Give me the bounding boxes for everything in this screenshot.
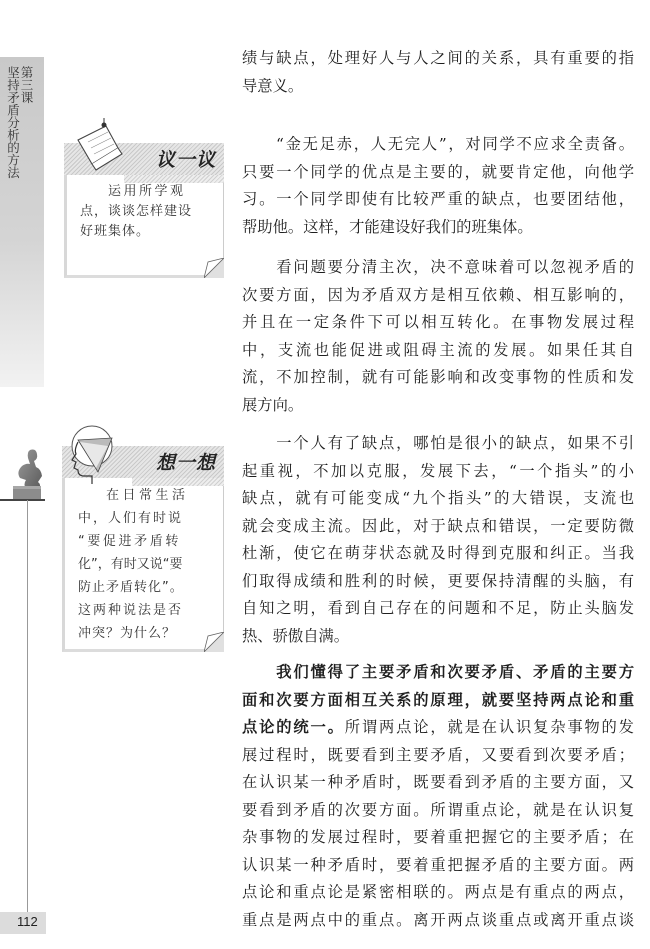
text-fragment: 所谓两点论，就是在认识复杂事物的发: [344, 718, 634, 736]
text-line: 自知之明，看到自己存在的问题和不足，防止头脑发: [242, 599, 634, 617]
text-line-bold: 面和次要方面相互关系的原理，就要坚持两点论和重: [242, 690, 634, 709]
text-line: 热、骄傲自满。: [242, 626, 350, 645]
paragraph-two-point-theory: [242, 659, 634, 934]
text-line: 认识某一种矛盾时，要着重把握矛盾的主要方面。两: [242, 855, 634, 874]
text-line: 就会变成主流。因此，对于缺点和错误，一定要防微: [242, 516, 634, 535]
thinker-statue-icon: [10, 446, 46, 500]
think-box-text: [78, 484, 220, 645]
chapter-label: 第三课: [19, 66, 34, 104]
text-line: 看问题要分清主次，决不意味着可以忽视矛盾的: [242, 258, 634, 276]
paragraph-quote: [242, 131, 634, 241]
text-line: 绩与缺点，处理好人与人之间的关系，具有重要的指: [242, 49, 634, 67]
discuss-box-text: [80, 182, 220, 242]
text-line: 缺点，就有可能变成“九个指头”的大错误，支流也: [242, 489, 634, 507]
page-curl-icon: [204, 632, 224, 652]
chapter-side-title: [5, 66, 34, 179]
text-line: 要看到矛盾的次要方面。所谓重点论，就是在认识复: [242, 800, 634, 819]
text-line: “金无足赤，人无完人”，对同学不应求全责备。: [242, 135, 634, 153]
text-line: 中，支流也能促进或阻碍主流的发展。如果任其自: [242, 340, 634, 359]
page-number: 112: [17, 914, 38, 929]
discuss-box-title: 议一议: [155, 149, 216, 171]
text-line-mixed: [242, 714, 634, 742]
discuss-box: [64, 118, 224, 278]
text-line: 帮助他。这样，才能建设好我们的班集体。: [242, 217, 533, 236]
paragraph-main-secondary: [242, 254, 634, 419]
text-line: 次要方面，因为矛盾双方是相互依赖、相互影响的，: [242, 285, 634, 304]
paragraph-shortcomings: [242, 430, 634, 650]
discuss-line: 点，谈谈怎样建设: [80, 204, 193, 219]
think-line: 化”，有时又说“要: [78, 557, 183, 572]
text-line: 并且在一定条件下可以相互转化。在事物发展过程: [242, 313, 634, 331]
think-line: 这两种说法是否: [78, 603, 184, 618]
think-box: [62, 424, 224, 652]
text-line: 杜渐，使它在萌芽状态就及时得到克服和纠正。当我: [242, 544, 634, 562]
think-box-title: 想一想: [155, 452, 216, 474]
text-line: 重点是两点中的重点。离开两点谈重点或离开重点谈: [242, 910, 634, 929]
paragraph-continued: [242, 45, 634, 100]
chapter-title: 坚持矛盾分析的方法: [5, 66, 21, 179]
notebook-pin-icon: [72, 118, 132, 173]
vertical-rule: [27, 500, 28, 912]
think-line: 冲突？为什么？: [78, 626, 177, 641]
text-line: 展过程时，既要看到主要矛盾，又要看到次要矛盾；: [242, 745, 634, 764]
discuss-line: 好班集体。: [80, 224, 151, 239]
text-line: 展方向。: [242, 395, 304, 414]
head-thinking-icon: [68, 424, 120, 486]
text-line: 点论和重点论是紧密相联的。两点是有重点的两点，: [242, 883, 634, 901]
text-line: 杂事物的发展过程时，要着重把握它的主要矛盾；在: [242, 828, 634, 846]
text-line: 习。一个同学即使有比较严重的缺点，也要团结他，: [242, 190, 634, 208]
horizontal-rule: [0, 499, 45, 501]
text-line: 起重视，不加以克服，发展下去，“一个指头”的小: [242, 461, 634, 480]
bold-phrase: 点论的统一。: [242, 718, 345, 736]
page-curl-icon: [204, 258, 224, 278]
text-line-bold: 我们懂得了主要矛盾和次要矛盾、矛盾的主要方: [242, 663, 634, 681]
text-line: 们取得成绩和胜利的时候，更要保持清醒的头脑，有: [242, 571, 634, 590]
text-line: 在认识某一种矛盾时，既要看到矛盾的主要方面，又: [242, 773, 634, 791]
think-line: 中，人们有时说: [78, 511, 184, 526]
text-line: 流，不加控制，就有可能影响和改变事物的性质和发: [242, 368, 634, 386]
text-line: 导意义。: [242, 76, 304, 95]
text-line: 只要一个同学的优点是主要的，就要肯定他，向他学: [242, 162, 634, 181]
think-line: 在日常生活: [106, 488, 189, 503]
think-line: “要促进矛盾转: [78, 534, 181, 549]
text-line: 一个人有了缺点，哪怕是很小的缺点，如果不引: [242, 434, 634, 452]
discuss-line: 运用所学观: [108, 184, 186, 199]
think-line: 防止矛盾转化”。: [78, 580, 184, 595]
